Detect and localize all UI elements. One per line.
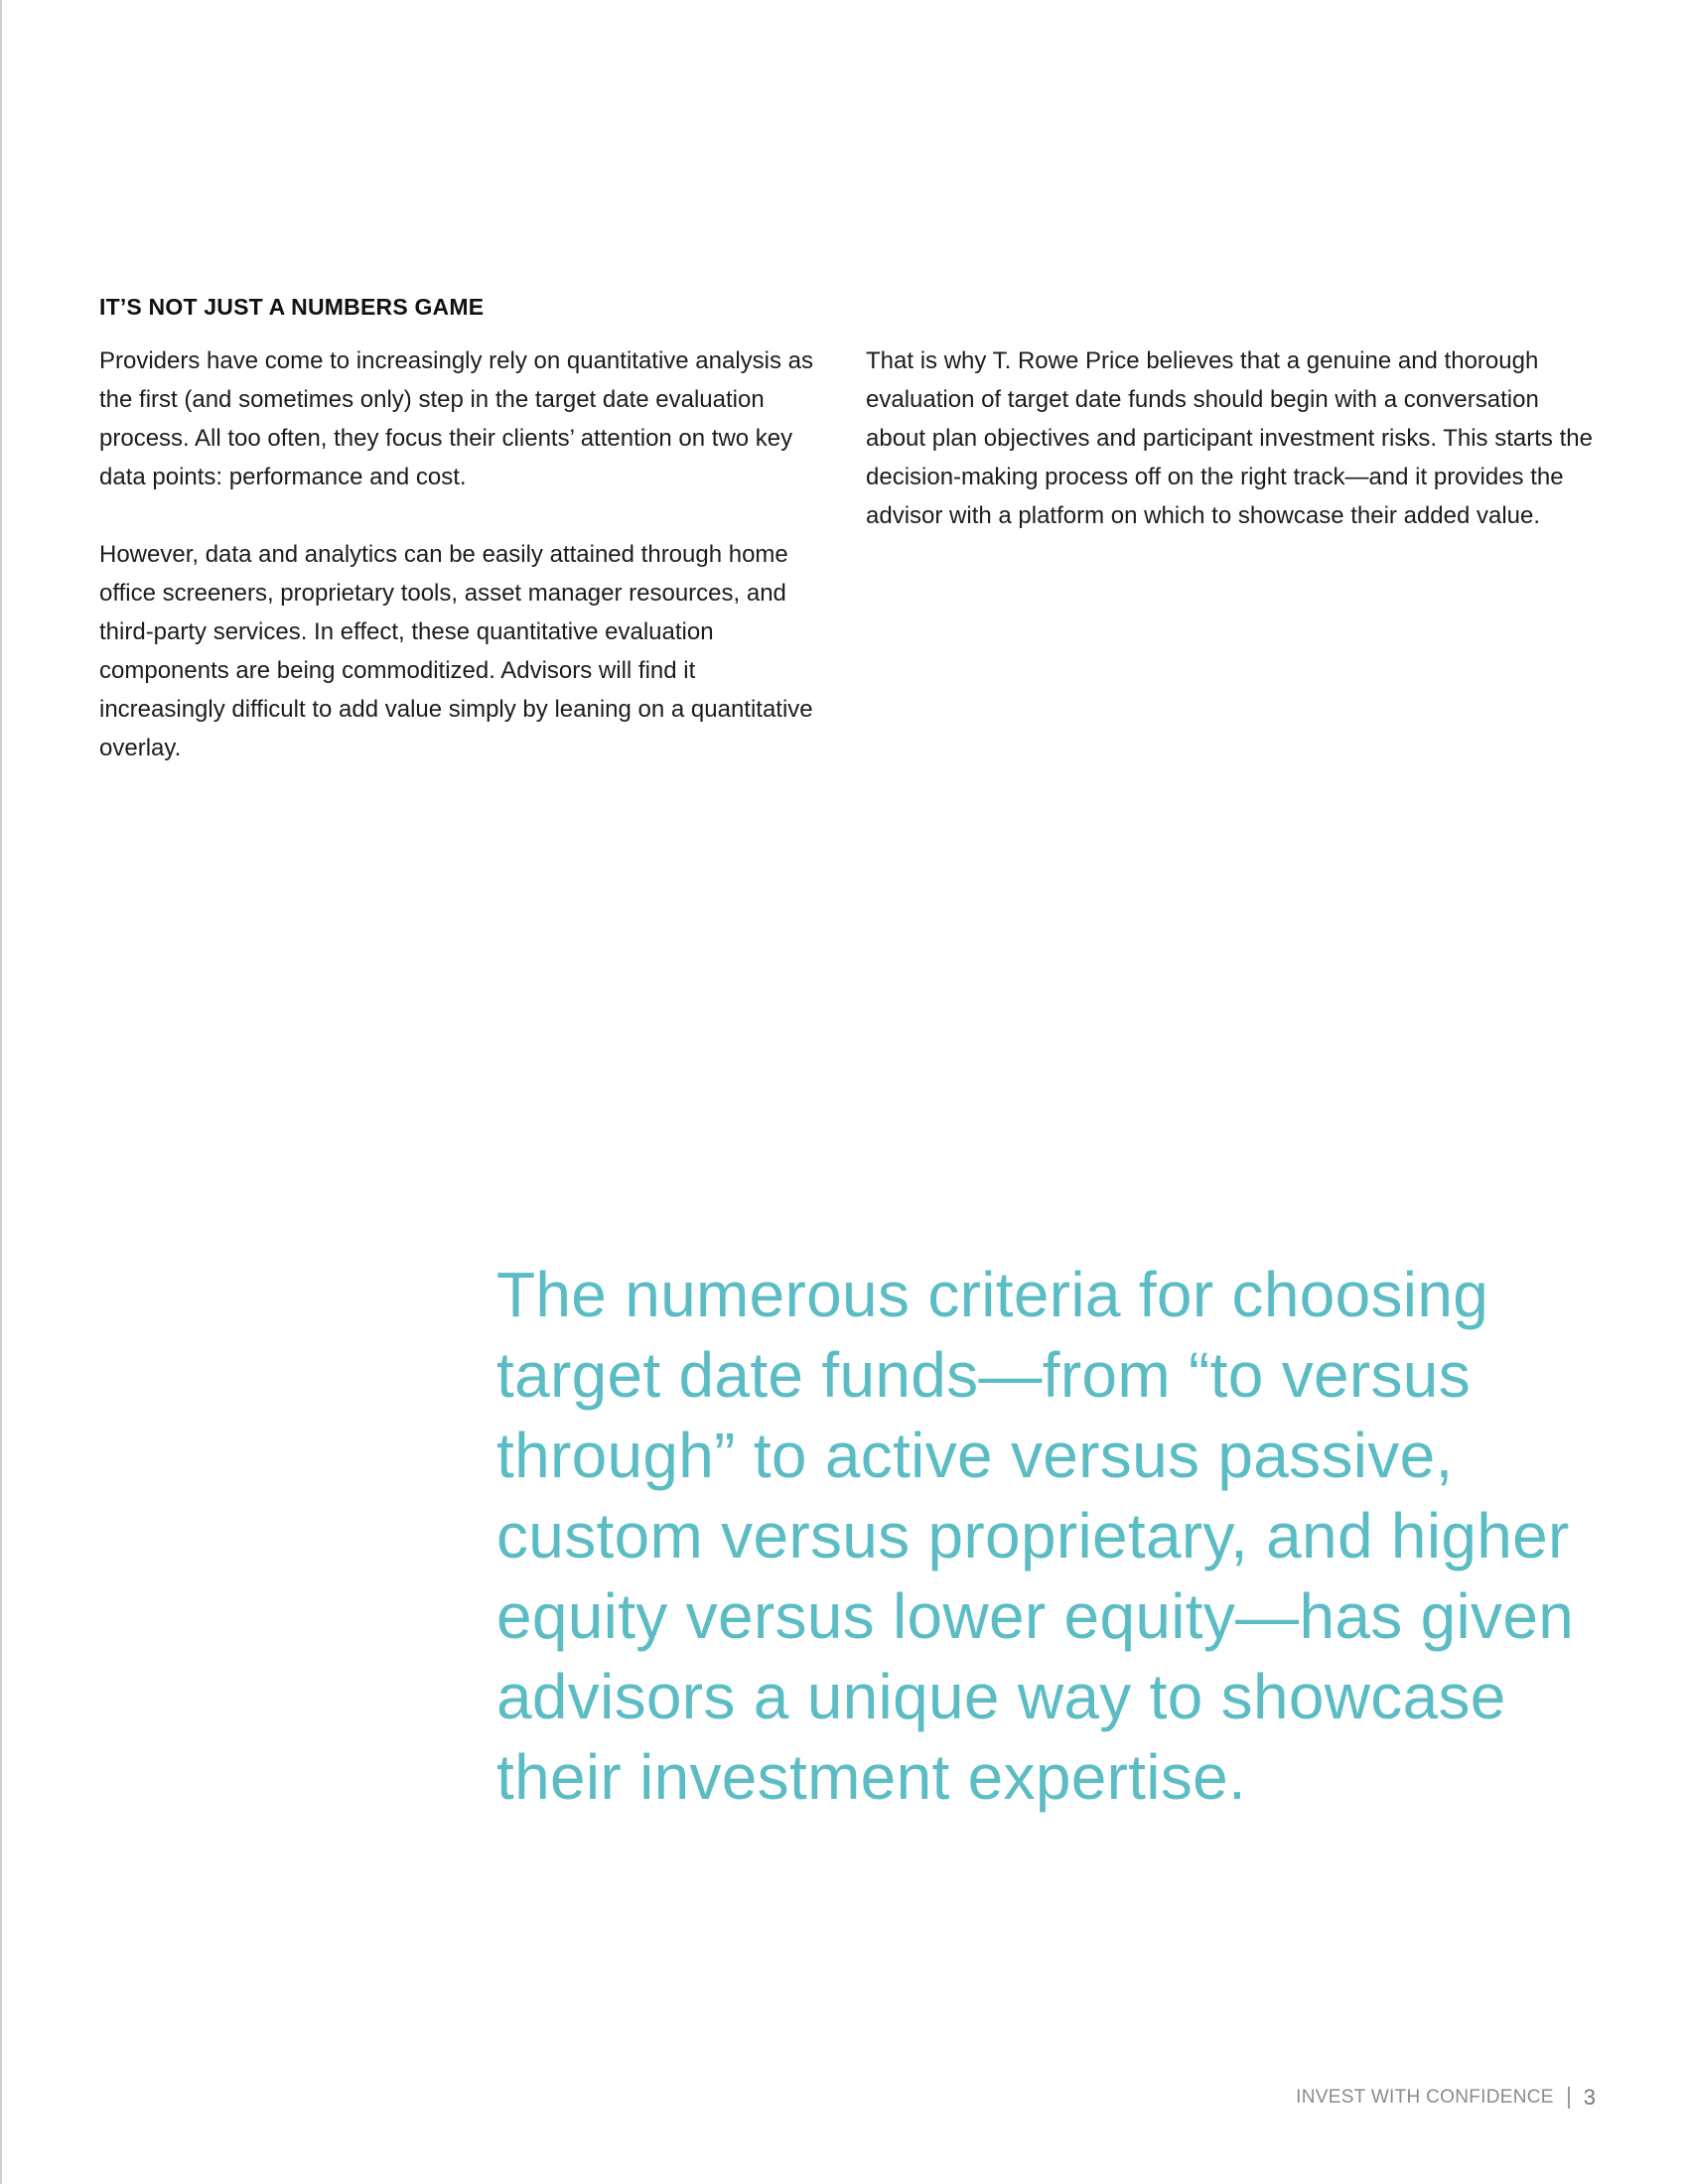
footer-divider [1568,2087,1570,2109]
page-edge-rule [0,0,2,2184]
page-footer [1296,2085,1596,2111]
left-paragraph-2: However, data and analytics can be easily attained through home office screeners, proprietary tools, asset manager resources, and third-party services. In effect, these quantitative evaluation components are being commoditized. Advisors will find it increasingly difficult to add value simply by leaning on a quantitative overlay. [99,541,813,761]
left-column [99,341,824,806]
left-paragraph-1: Providers have come to increasingly rely on quantitative analysis as the first (and sometimes only) step in the target date evaluation process. All too often, they focus their clients’ attention on two key data points: performance and cost. [99,347,814,490]
right-paragraph-1: That is why T. Rowe Price believes that a genuine and thorough evaluation of target date funds should begin with a conversation about plan objectives and participant investment risks. This starts the decision-making process off on the right track—and it provides the advisor with a platform on which to showcase their added value. [866,347,1593,529]
page-number: 3 [1583,2085,1596,2110]
footer-label: INVEST WITH CONFIDENCE [1296,2087,1554,2108]
right-column [866,341,1601,574]
pull-quote: The numerous criteria for choosing target date funds—from “to versus through” to active versus passive, custom versus proprietary, and higher equity versus lower equity—has given advisors a unique way to showcase their investment expertise. [496,1259,1575,1813]
section-heading: IT’S NOT JUST A NUMBERS GAME [99,294,485,320]
